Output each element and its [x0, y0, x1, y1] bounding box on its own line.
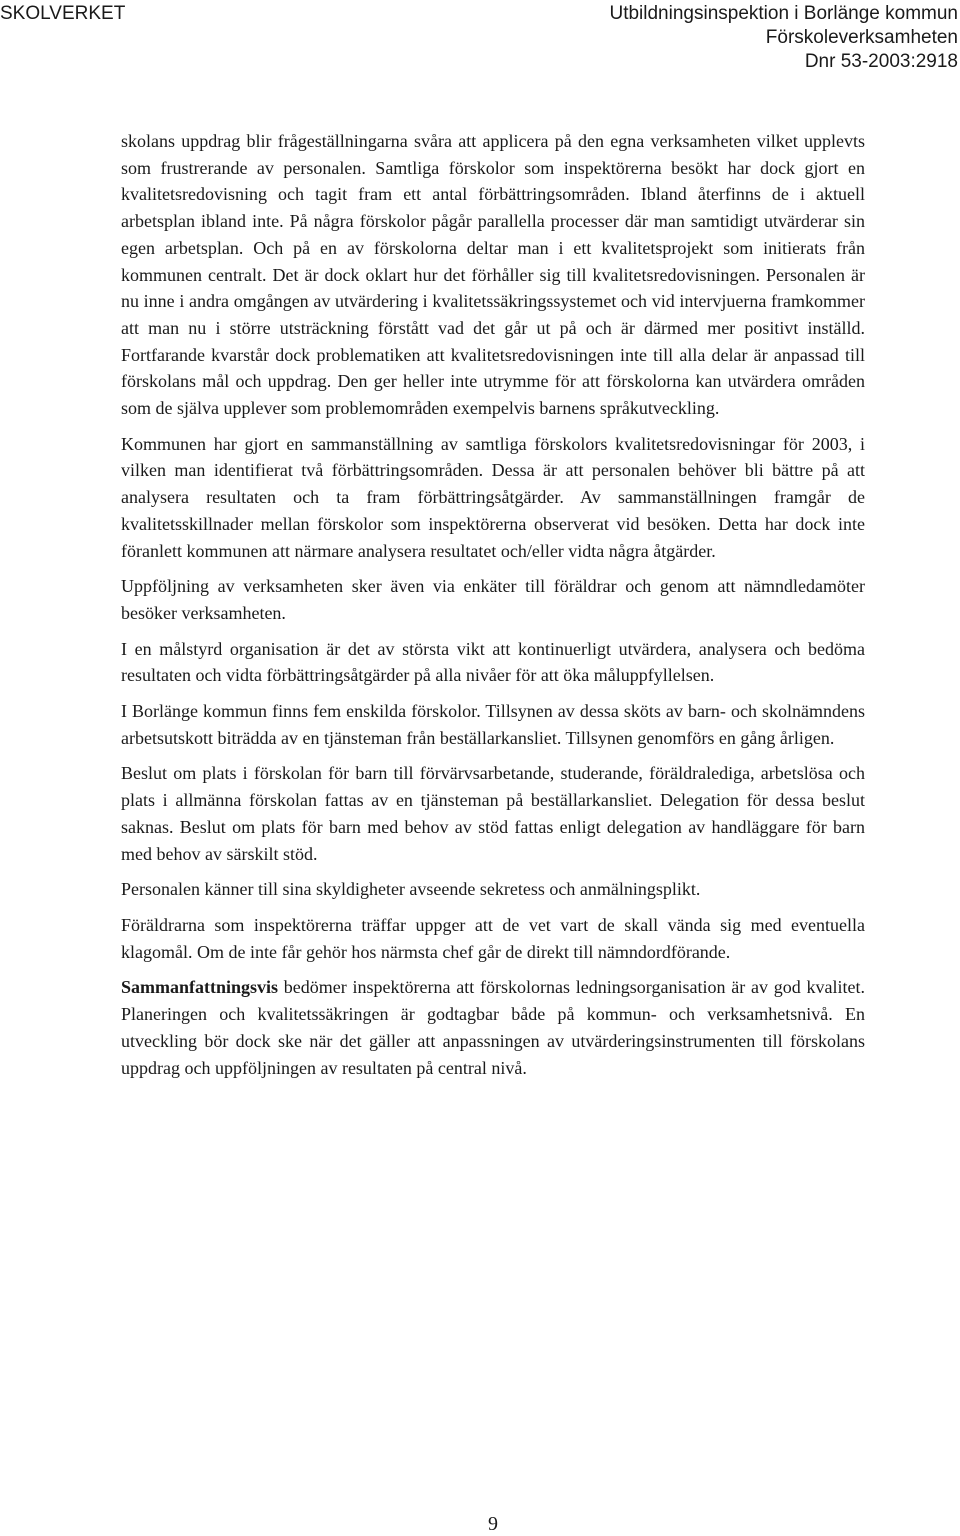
paragraph: Föräldrarna som inspektörerna träffar uppger att de vet vart de skall vända sig med eventuella klagomål. Om de inte får gehör hos närmsta chef går de direkt till nämndordförande.	[121, 914, 865, 962]
summary-paragraph	[121, 974, 865, 1081]
paragraph: I en målstyrd organisation är det av största vikt att kontinuerligt utvärdera, analysera och bedöma resultaten och vidta förbättringsåtgärder på alla nivåer för att öka måluppfyllelsen.	[121, 638, 865, 686]
paragraph: Beslut om plats i förskolan för barn till förvärvsarbetande, studerande, föräldralediga, arbetslösa och plats i allmänna förskolan fattas av en tjänsteman på beställarkansliet. Delegation för dessa beslut saknas. Beslut om plats för barn med behov av stöd fattas enligt delegation av handläggare för barn med behov av särskilt stöd.	[121, 763, 865, 864]
paragraph: Kommunen har gjort en sammanställning av samtliga förskolors kvalitetsredovisningar för 2003, i vilken man identifierat två förbättringsområden. Dessa är att personalen behöver bli bättre på att analysera resultaten och ta fram förbättringsåtgärder. Av sammanställningen framgår de kvalitetsskillnader mellan förskolor som inspektörerna observerat vid besöken. Detta har dock inte föranlett kommunen att närmare analysera resultatet och/eller vidta några åtgärder.	[121, 433, 865, 561]
paragraph: I Borlänge kommun finns fem enskilda förskolor. Tillsynen av dessa sköts av barn- och skolnämndens arbetsutskott biträdda av en tjänsteman från beställarkansliet. Tillsynen genomförs en gång årligen.	[121, 701, 865, 748]
paragraph: skolans uppdrag blir frågeställningarna svåra att applicera på den egna verksamheten vilket upplevts som frustrerande av personalen. Samtliga förskolor som inspektörerna besökt har dock gjort en kvalitetsredovisning och tagit fram ett antal förbättringsområden. Ibland återfinns de i aktuell arbetsplan ibland inte. På några förskolor pågår parallella processer där man samtidigt utvärderar sin egen arbetsplan. Och på en av förskolorna deltar man i ett kvalitetsprojekt som initierats från kommunen centralt. Det är dock oklart hur det förhåller sig till kvalitetsredovisningen. Personalen är nu inne i andra omgången av utvärdering i kvalitetssäkringssystemet och vid intervjuerna framkommer att man nu i större utsträckning förstått vad det går ut på och är därmed mer positivt inställd. Fortfarande kvarstår dock problematiken att kvalitetsredovisningen inte till alla delar är anpassad till förskolans mål och uppdrag. Den ger heller inte utrymme för att förskolorna kan utvärdera områden som de själva upplever som problemområden exempelvis barnens språkutveckling.	[121, 131, 865, 419]
header-reference-number: Dnr 53-2003:2918	[804, 51, 958, 72]
summary-lead-word: Sammanfattningsvis	[121, 977, 279, 998]
page-number: 9	[488, 1513, 498, 1535]
paragraph: Uppföljning av verksamheten sker även via enkäter till föräldrar och genom att nämndledamöter besöker verksamheten.	[121, 576, 865, 623]
summary-text: bedömer inspektörerna att förskolornas ledningsorganisation är av god kvalitet. Planeringen och kvalitetssäkringen är godtagbar både på kommun- och verksamhetsnivå. En utveckling bör dock ske när det gäller att anpassningen av utvärderingsinstrumenten till förskolans uppdrag och uppföljningen av resultaten på central nivå.	[121, 977, 865, 1078]
document-body	[121, 128, 865, 1090]
header-title: Utbildningsinspektion i Borlänge kommun	[609, 3, 958, 24]
organization-name: SKOLVERKET	[0, 3, 126, 24]
header-subtitle: Förskoleverksamheten	[765, 27, 958, 48]
document-header	[609, 2, 958, 74]
paragraph: Personalen känner till sina skyldigheter avseende sekretess och anmälningsplikt.	[121, 879, 701, 900]
